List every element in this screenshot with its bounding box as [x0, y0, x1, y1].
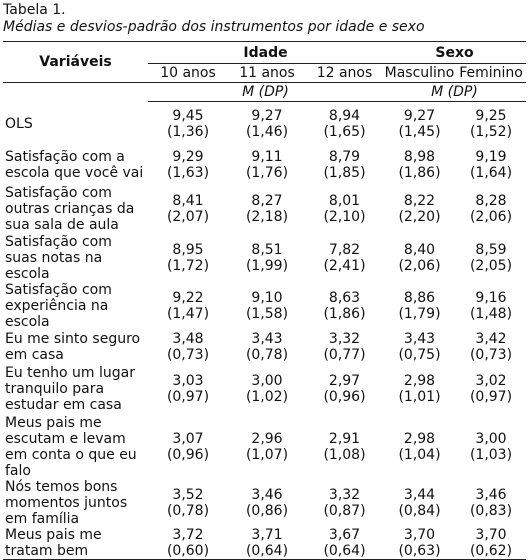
sd-value: (1,36)	[166, 124, 210, 141]
value-cell	[148, 527, 228, 560]
stat-label-sex: M (DP)	[383, 83, 526, 102]
mean-value: 9,45	[172, 108, 204, 125]
sd-value: (1,65)	[323, 124, 366, 141]
mean-value: 2,97	[328, 373, 361, 389]
value-cell	[456, 147, 526, 184]
sd-value: (2,20)	[398, 208, 441, 225]
table-row	[3, 479, 526, 527]
mean-value: 9,19	[475, 149, 507, 165]
mean-value: 2,98	[403, 430, 436, 447]
value-cell	[148, 364, 228, 415]
value-cell	[306, 330, 383, 364]
sd-value: (0,84)	[398, 502, 441, 519]
sd-value: (1,86)	[398, 165, 441, 181]
sd-value: (0,77)	[323, 346, 366, 363]
value-cell	[228, 147, 306, 184]
variable-name: Nós temos bons momentos juntos em família	[5, 478, 128, 527]
value-cell	[148, 415, 228, 479]
value-cell	[383, 147, 456, 184]
table-row	[3, 415, 526, 479]
mean-value: 3,32	[328, 486, 361, 503]
value-cell	[383, 102, 456, 147]
sd-value: (1,07)	[245, 446, 289, 463]
value-cell	[228, 527, 306, 560]
value-cell	[148, 102, 228, 147]
stat-label-age: M (DP)	[148, 83, 383, 102]
value-cell	[456, 330, 526, 364]
value-cell	[383, 282, 456, 330]
mean-value: 7,82	[328, 241, 361, 258]
value-cell	[228, 330, 306, 364]
value-cell	[456, 282, 526, 330]
variables-header: Variáveis	[3, 42, 148, 83]
value-cell	[148, 330, 228, 364]
sd-value: (1,47)	[166, 305, 210, 322]
mean-value: 8,28	[475, 192, 507, 209]
value-cell	[383, 330, 456, 364]
mean-value: 3,72	[172, 526, 204, 543]
sd-value: (0,87)	[323, 502, 366, 519]
mean-value: 3,70	[403, 526, 436, 543]
sd-value: (2,10)	[323, 208, 366, 225]
variable-name: Meus pais me tratam bem	[3, 527, 148, 560]
mean-value: 8,41	[172, 192, 204, 209]
mean-value: 3,44	[403, 486, 436, 503]
value-cell	[456, 102, 526, 147]
sd-value: (1,86)	[323, 305, 366, 322]
sd-value: (0,78)	[245, 346, 289, 363]
sd-value: (0,96)	[323, 389, 366, 405]
sd-value: (1,64)	[469, 165, 513, 181]
value-cell	[228, 479, 306, 527]
table-row	[3, 184, 526, 234]
value-cell	[228, 415, 306, 479]
value-cell	[306, 147, 383, 184]
mean-value: 9,16	[475, 289, 507, 306]
variable-name: Satisfação com experiência na escola	[5, 281, 112, 330]
mean-value: 9,11	[251, 149, 283, 165]
sd-value: (1,01)	[398, 389, 441, 405]
variable-name: Satisfação com suas notas na escola	[5, 233, 112, 282]
col-header-12: 12 anos	[306, 64, 383, 83]
data-table	[3, 41, 526, 560]
sd-value: (0,83)	[469, 502, 513, 519]
sd-value: (1,08)	[323, 446, 366, 463]
sd-value: (2,18)	[245, 208, 289, 225]
sd-value: (1,45)	[398, 124, 441, 141]
value-cell	[148, 282, 228, 330]
sd-value: (2,06)	[398, 257, 441, 274]
value-cell	[383, 364, 456, 415]
sd-value: (1,46)	[245, 124, 289, 141]
mean-value: 3,70	[475, 526, 507, 543]
mean-value: 8,63	[328, 289, 361, 306]
mean-value: 3,00	[251, 373, 283, 389]
value-cell	[306, 479, 383, 527]
mean-value: 9,27	[403, 108, 436, 125]
value-cell	[456, 479, 526, 527]
table-row	[3, 364, 526, 415]
sd-value: (1,52)	[469, 124, 513, 141]
value-cell	[456, 527, 526, 560]
variable-name: Eu tenho um lugar tranquilo para estudar em casa	[5, 365, 135, 413]
sd-value: (0,73)	[469, 346, 513, 363]
mean-value: 3,43	[251, 330, 283, 347]
mean-value: 3,46	[475, 486, 507, 503]
sd-value: (0,62)	[469, 542, 513, 559]
mean-value: 9,22	[172, 289, 204, 306]
value-cell	[306, 184, 383, 234]
sd-value: (0,86)	[245, 502, 289, 519]
mean-value: 8,27	[251, 192, 283, 209]
variable-name: OLS	[5, 116, 33, 132]
value-cell	[456, 364, 526, 415]
value-cell	[306, 102, 383, 147]
value-cell	[306, 527, 383, 560]
sd-value: (0,73)	[166, 346, 210, 363]
mean-value: 3,32	[328, 330, 361, 347]
sd-value: (1,48)	[469, 305, 513, 322]
mean-value: 3,71	[251, 526, 283, 543]
sd-value: (1,58)	[245, 305, 289, 322]
mean-value: 8,22	[403, 192, 436, 209]
sd-value: (1,02)	[245, 389, 289, 405]
sd-value: (0,64)	[245, 542, 289, 559]
sd-value: (2,07)	[166, 208, 210, 225]
value-cell	[456, 415, 526, 479]
table-row	[3, 234, 526, 282]
mean-value: 8,94	[328, 108, 361, 125]
empty-cell	[3, 83, 148, 102]
value-cell	[148, 234, 228, 282]
mean-value: 3,52	[172, 486, 204, 503]
col-header-male: Masculino	[384, 64, 455, 81]
value-cell	[148, 147, 228, 184]
mean-value: 8,86	[403, 289, 436, 306]
value-cell	[383, 234, 456, 282]
mean-value: 2,98	[403, 373, 436, 389]
value-cell	[148, 184, 228, 234]
sd-value: (2,05)	[469, 257, 513, 274]
value-cell	[383, 527, 456, 560]
mean-value: 8,51	[251, 241, 283, 258]
mean-value: 3,03	[172, 373, 204, 389]
sd-value: (1,63)	[166, 165, 210, 181]
mean-value: 3,07	[172, 430, 204, 447]
value-cell	[228, 184, 306, 234]
variable-name: Eu me sinto seguro em casa	[5, 330, 141, 363]
mean-value: 9,10	[251, 289, 283, 306]
col-header-female: Feminino	[456, 64, 526, 83]
sd-value: (0,97)	[469, 389, 513, 405]
value-cell	[306, 282, 383, 330]
value-cell	[148, 479, 228, 527]
value-cell	[456, 234, 526, 282]
mean-value: 2,96	[251, 430, 283, 447]
value-cell	[456, 184, 526, 234]
sd-value: (1,04)	[398, 446, 441, 463]
sd-value: (0,63)	[398, 542, 441, 559]
mean-value: 8,95	[172, 241, 204, 258]
col-header-10: 10 anos	[148, 64, 228, 83]
table-row	[3, 330, 526, 364]
mean-value: 9,27	[251, 108, 283, 125]
variable-name: Satisfação com outras crianças da sua sala de aula	[5, 184, 135, 233]
mean-value: 8,98	[403, 149, 436, 165]
sd-value: (0,78)	[166, 502, 210, 519]
sd-value: (1,85)	[323, 165, 366, 181]
mean-value: 9,25	[475, 108, 507, 125]
sd-value: (0,96)	[166, 446, 210, 463]
value-cell	[383, 415, 456, 479]
mean-value: 3,02	[475, 373, 507, 389]
table-row	[3, 527, 526, 560]
group-header-age: Idade	[148, 42, 383, 64]
value-cell	[228, 364, 306, 415]
mean-value: 9,29	[172, 149, 204, 165]
table-row	[3, 147, 526, 184]
mean-value: 3,46	[251, 486, 283, 503]
value-cell	[228, 234, 306, 282]
sd-value: (1,76)	[245, 165, 289, 181]
variable-name: Satisfação com a escola que você vai	[5, 149, 144, 181]
table-title: Médias e desvios-padrão dos instrumentos por idade e sexo	[3, 19, 425, 35]
value-cell	[306, 364, 383, 415]
sd-value: (0,64)	[323, 542, 366, 559]
sd-value: (2,06)	[469, 208, 513, 225]
value-cell	[228, 282, 306, 330]
mean-value: 3,67	[328, 526, 361, 543]
sd-value: (0,60)	[166, 542, 210, 559]
value-cell	[383, 479, 456, 527]
col-header-11: 11 anos	[228, 64, 306, 83]
table-row	[3, 102, 526, 147]
group-header-sex: Sexo	[383, 42, 526, 64]
sd-value: (1,79)	[398, 305, 441, 322]
sd-value: (2,41)	[323, 257, 366, 274]
sd-value: (1,03)	[469, 446, 513, 463]
sd-value: (0,97)	[166, 389, 210, 405]
mean-value: 8,59	[475, 241, 507, 258]
sd-value: (1,72)	[166, 257, 210, 274]
table-row	[3, 282, 526, 330]
mean-value: 3,42	[475, 330, 507, 347]
value-cell	[306, 415, 383, 479]
mean-value: 2,91	[328, 430, 361, 447]
mean-value: 3,43	[403, 330, 436, 347]
sd-value: (1,99)	[245, 257, 289, 274]
mean-value: 8,79	[328, 149, 361, 165]
mean-value: 8,01	[328, 192, 361, 209]
variable-name: Meus pais me escutam e levam em conta o que eu falo	[5, 414, 137, 479]
sd-value: (0,75)	[398, 346, 441, 363]
value-cell	[306, 234, 383, 282]
table-label: Tabela 1.	[3, 2, 66, 18]
value-cell	[228, 102, 306, 147]
mean-value: 3,00	[475, 430, 507, 447]
value-cell	[383, 184, 456, 234]
mean-value: 8,40	[403, 241, 436, 258]
mean-value: 3,48	[172, 330, 204, 347]
